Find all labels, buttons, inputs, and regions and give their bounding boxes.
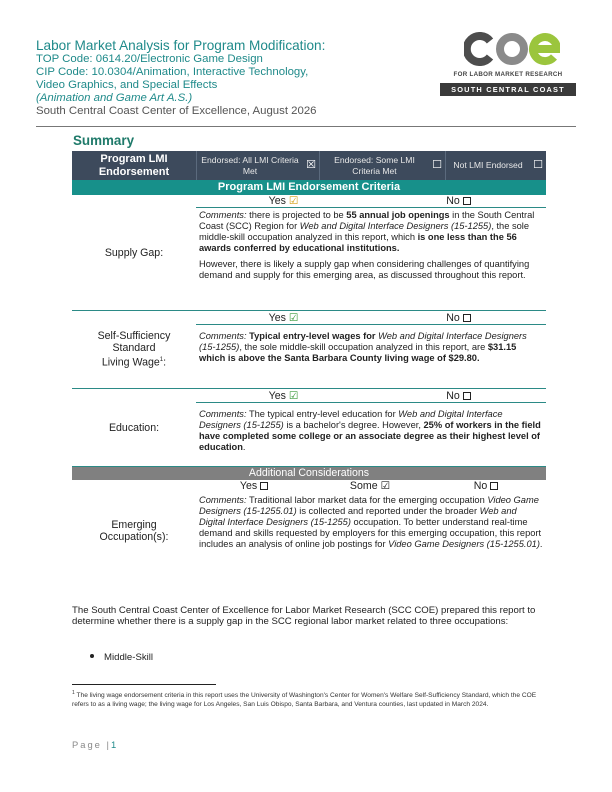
coe-logo (440, 30, 576, 100)
footnote: $^1$ The living wage endorsement criteria in this report uses the University of Washington's Center for Women's Welfare Self-Sufficiency Standard, which the COE refers to as a living wage; the living wage for Los Angeles, San Luis Obispo, Santa Barbara, and Ventura counties, last updated in March 2024. (72, 690, 537, 708)
bullet-middle-skill: Middle-Skill (90, 652, 153, 663)
report-title: Labor Market Analysis for Program Modification: (36, 38, 326, 53)
not-endorsed-option (445, 151, 546, 180)
living-wage-comments: Comments: Typical entry-level wages for Web and Digital Interface Designers (15-1255), the sole middle-skill occupation analyzed in this report, are $31.15 which is above the Santa Barbara County living wage of $29.80. (199, 331, 527, 363)
living-wage-label: Self-Sufficiency Standard Living Wage$^1$: (97, 330, 171, 369)
endorse-some-label: Endorsed: Some LMI Criteria Met (334, 154, 415, 176)
supply-gap-section (72, 195, 546, 311)
bullet-dot-icon (90, 654, 94, 658)
checked-box-icon: ☑ (380, 480, 391, 492)
endorse-all-label: Endorsed: All LMI Criteria Met (201, 154, 299, 176)
no-label: No (446, 195, 460, 207)
emerging-occupation-section (72, 480, 546, 582)
supply-gap-yes-no (196, 195, 546, 208)
endorse-all-option (196, 151, 319, 180)
checked-box-icon: ☑ (288, 312, 299, 324)
cip-code-line2: Video Graphics, and Special Effects (36, 79, 218, 91)
not-endorsed-label: Not LMI Endorsed (453, 160, 523, 170)
checked-box-icon: ☑ (288, 195, 299, 207)
empty-box-icon (463, 314, 471, 322)
living-wage-section (72, 311, 546, 389)
emerging-comments: Comments: Traditional labor market data for the emerging occupation Video Game Designers (15-1255.01) is collected and reported under the broader Web and Digital Interface Designers (15-1255) occupation. To better understand real-time demand and skills requested by employers for this emerging occupation, this report includes an analysis of online job postings for Video Game Designers (15-1255.01). (199, 495, 543, 549)
empty-box-icon (260, 482, 268, 490)
yes-label: Yes (268, 195, 286, 207)
emerging-yes-some-no: Yes Some ☑ No (196, 480, 546, 493)
emerging-occupation-label: Emerging Occupation(s): (99, 519, 169, 543)
cip-code-line1: CIP Code: 10.0304/Animation, Interactive Technology, (36, 66, 309, 78)
supply-gap-label: Supply Gap: (104, 246, 164, 259)
living-wage-yes-no: Yes ☑ No (196, 312, 546, 325)
page-number: Page |1 (72, 739, 117, 750)
criteria-band: Program LMI Endorsement Criteria (72, 180, 546, 195)
endorse-some-option (319, 151, 445, 180)
empty-box-icon (490, 482, 498, 490)
supply-gap-comments: Comments: there is projected to be 55 annual job openings in the South Central Coast (SCC) Region for Web and Digital Interface Designers (15-1255), the sole middle-skill occupation analyzed in this report, which is one less than the 56 awards conferred by educational institutions. However, there is likely a supply gap when considering challenges of quantifying demand and supply for this emerging area, as discussed throughout this report. (199, 210, 535, 280)
education-yes-no: Yes ☑ No (196, 390, 546, 403)
additional-considerations-band: Additional Considerations (72, 467, 546, 480)
logo-tagline: FOR LABOR MARKET RESEARCH (453, 71, 563, 78)
education-comments: Comments: The typical entry-level education for Web and Digital Interface Designers (15-1255) is a bachelor's degree. However, 25% of workers in the field have completed some college or an associate degree as their highest level of education. (199, 409, 541, 452)
endorse-all-checkbox: ☒ (306, 159, 316, 171)
coe-logo-mark (464, 32, 560, 66)
checked-box-icon: ☑ (288, 390, 299, 402)
summary-table (72, 151, 546, 582)
logo-region: SOUTH CENTRAL COAST (440, 83, 576, 96)
empty-box-icon (463, 197, 471, 205)
footnote-divider (72, 684, 216, 685)
report-header (36, 38, 376, 118)
intro-paragraph: The South Central Coast Center of Excellence for Labor Market Research (SCC COE) prepared this report to determine whether there is a supply gap in the SCC regional labor market related to three occupations: (72, 605, 536, 627)
education-section (72, 389, 546, 467)
header-divider (36, 126, 576, 127)
lmi-endorsement-label: Program LMI Endorsement (72, 151, 196, 180)
summary-heading: Summary (73, 133, 135, 148)
education-label: Education: (108, 421, 160, 434)
center-date: South Central Coast Center of Excellence, August 2026 (36, 105, 317, 117)
endorse-some-checkbox: ☐ (432, 159, 442, 171)
empty-box-icon (463, 392, 471, 400)
top-code: TOP Code: 0614.20/Electronic Game Design (36, 53, 263, 65)
endorsement-row (72, 151, 546, 180)
not-endorsed-checkbox: ☐ (533, 159, 543, 171)
program-name: (Animation and Game Art A.S.) (36, 92, 193, 104)
